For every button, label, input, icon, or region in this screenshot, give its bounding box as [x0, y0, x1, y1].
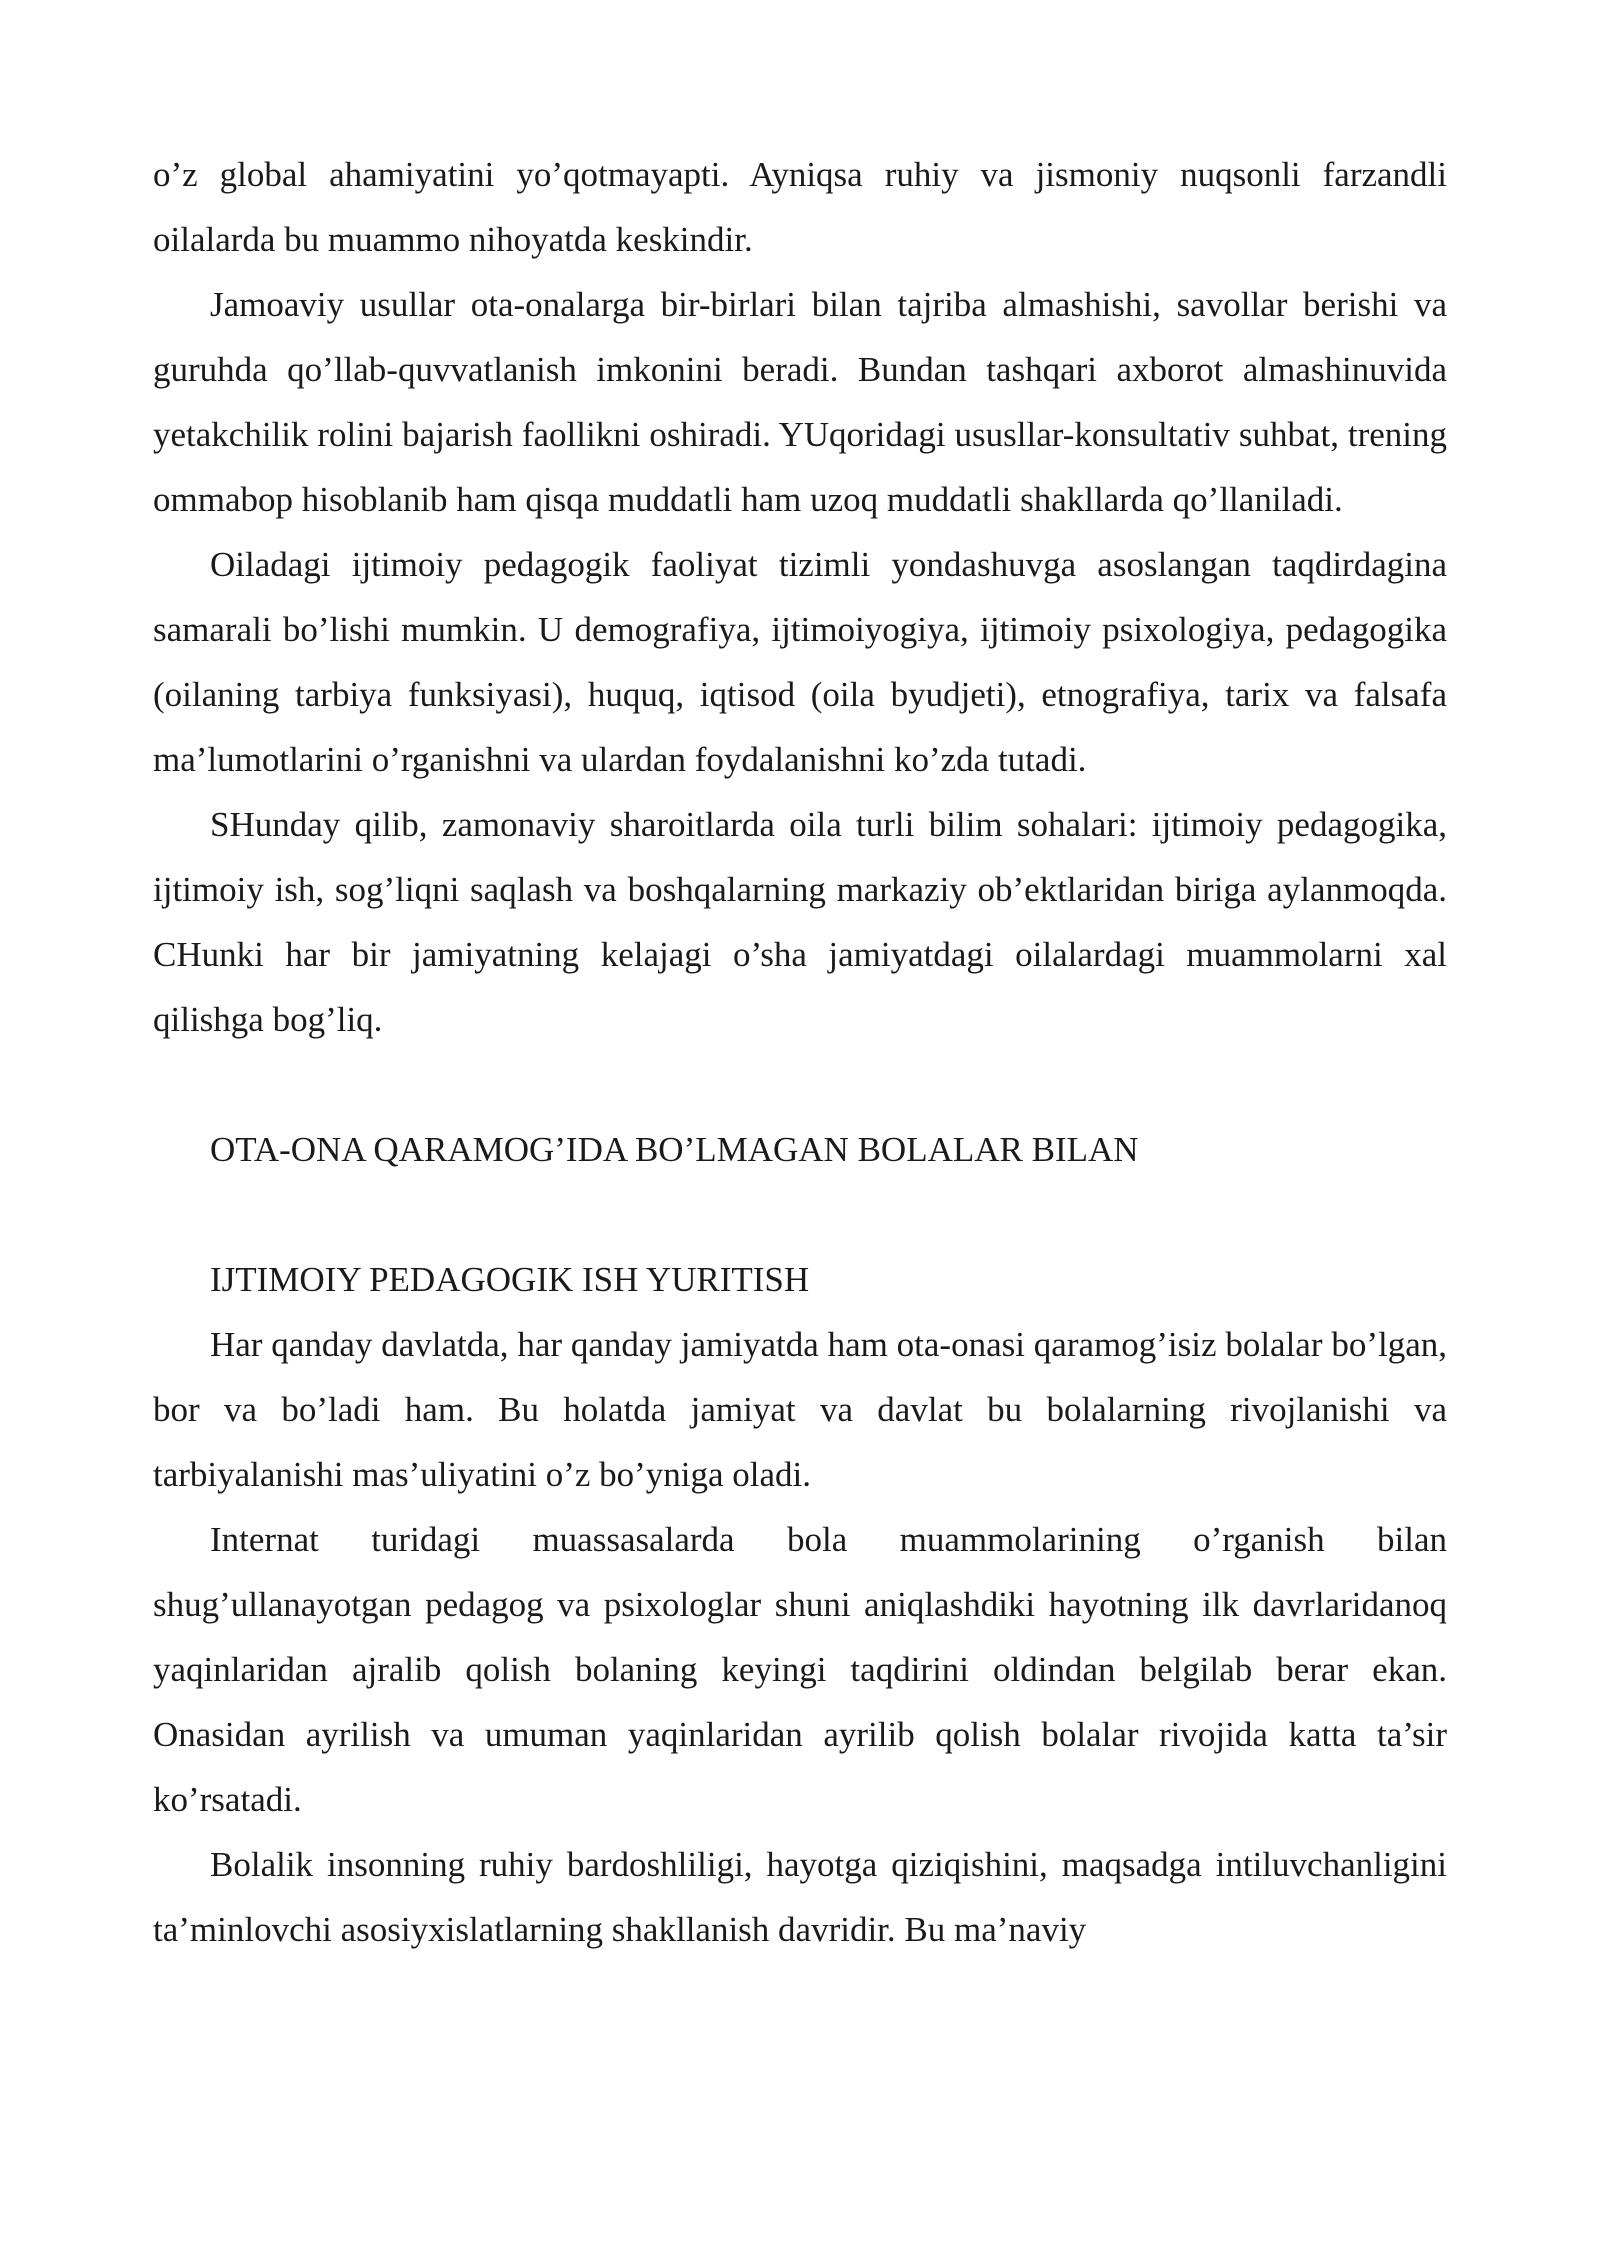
- paragraph-systemic-approach: Oiladagi ijtimoiy pedagogik faoliyat tizimli yondashuvga asoslangan taqdirdagina samarali bo’lishi mumkin. U demografiya, ijtimoiyogiya, ijtimoiy psixologiya, pedagogika (oilaning tarbiya funksiyasi), huquq, iqtisod (oila byudjeti), etnografiya, tarix va falsafa ma’lumotlarini o’rganishni va ulardan foydalanishni ko’zda tutadi.: [153, 545, 1447, 779]
- section-heading-line-1: OTA-ONA QARAMOG’IDA BO’LMAGAN BOLALAR BILAN: [210, 1130, 1139, 1169]
- paragraph-continuation: o’z global ahamiyatini yo’qotmayapti. Ayniqsa ruhiy va jismoniy nuqsonli farzandli oilalarda bu muammo nihoyatda keskindir.: [153, 155, 1447, 259]
- paragraph-orphans-intro: Har qanday davlatda, har qanday jamiyatda ham ota-onasi qaramog’isiz bolalar bo’lgan, bor va bo’ladi ham. Bu holatda jamiyat va davlat bu bolalarning rivojlanishi va tarbiyalanishi mas’uliyatini o’z bo’yniga oladi.: [153, 1325, 1447, 1494]
- paragraph-group-methods: Jamoaviy usullar ota-onalarga bir-birlari bilan tajriba almashishi, savollar berishi va guruhda qo’llab-quvvatlanish imkonini beradi. Bundan tashqari axborot almashinuvida yetakchilik rolini bajarish faollikni oshiradi. YUqoridagi ususllar-konsultativ suhbat, trening ommabop hisoblanib ham qisqa muddatli ham uzoq muddatli shakllarda qo’llaniladi.: [153, 285, 1447, 519]
- paragraph-boarding-schools: Internat turidagi muassasalarda bola muammolarining o’rganish bilan shug’ullanayotgan pedagog va psixologlar shuni aniqlashdiki hayotning ilk davrlaridanoq yaqinlaridan ajralib qolish bolaning keyingi taqdirini oldindan belgilab berar ekan. Onasidan ayrilish va umuman yaqinlaridan ayrilib qolish bolalar rivojida katta ta’sir ko’rsatadi.: [153, 1520, 1447, 1819]
- text-column: [153, 142, 1447, 1962]
- section-heading-line-2: IJTIMOIY PEDAGOGIK ISH YURITISH: [210, 1260, 810, 1299]
- paragraph-childhood: Bolalik insonning ruhiy bardoshliligi, hayotga qiziqishini, maqsadga intiluvchanligini ta’minlovchi asosiyxislatlarning shakllanish davridir. Bu ma’naviy: [153, 1845, 1447, 1949]
- paragraph-conclusion: SHunday qilib, zamonaviy sharoitlarda oila turli bilim sohalari: ijtimoiy pedagogika, ijtimoiy ish, sog’liqni saqlash va boshqalarning markaziy ob’ektlaridan biriga aylanmoqda. CHunki har bir jamiyatning kelajagi o’sha jamiyatdagi oilalardagi muammolarni xal qilishga bog’liq.: [153, 805, 1447, 1039]
